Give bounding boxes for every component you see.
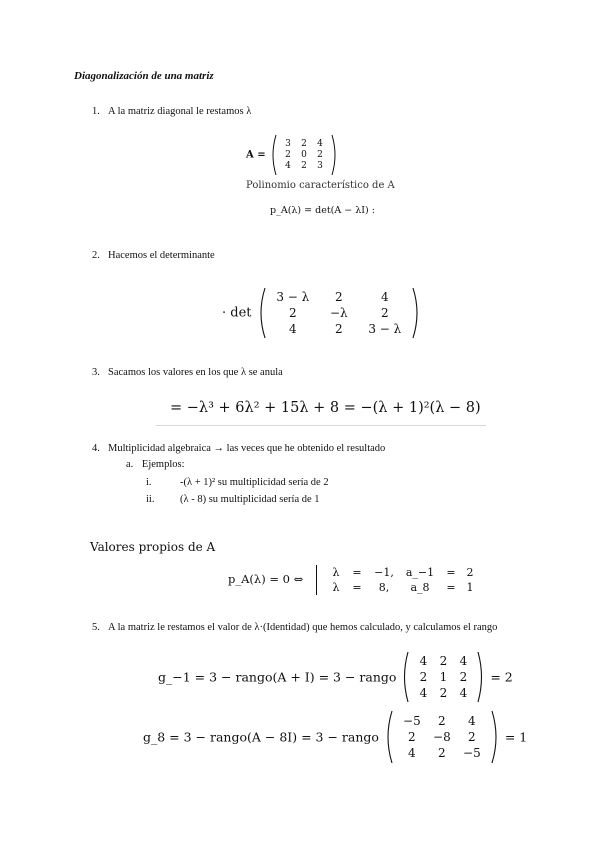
step-number: 3. [92,367,100,378]
eigen-cell: = [352,581,362,594]
examples-label: a. [126,459,134,470]
matrix-cell: 2 [439,686,448,700]
eigen-table [326,565,478,595]
example-text: -(λ + 1)² su multiplicidad sería de 2 [180,477,329,488]
matrix-cell: 3 − λ [276,290,310,304]
matrix-cell: 4 [380,290,389,304]
matrix-cell: 4 [288,322,297,336]
rank-matrix-1 [413,653,473,701]
matrix-cell: −8 [433,730,451,744]
matrix-cell: 2 [380,306,389,320]
matrix-cell: 2 [438,746,446,760]
eigen-cell: = [352,566,362,579]
step-text: A la matriz diagonal le restamos λ [108,106,252,117]
step-text: Sacamos los valores en los que λ se anula [108,367,283,378]
example-item [146,494,320,505]
rank-result: = 2 [490,669,513,685]
step-text: Hacemos el determinante [108,250,215,261]
matrix-cell: 2 [301,139,307,149]
eigen-cell: 1 [466,581,474,594]
eigen-cell: λ [332,581,340,594]
rank-lhs: g_8 = 3 − rango(A − 8I) = 3 − rango [143,729,379,745]
example-item [146,477,329,488]
matrix-cell: 3 − λ [368,322,402,336]
matrix-a [280,139,328,171]
right-paren-icon [331,134,339,176]
matrix-cell: 2 [439,654,448,668]
poly-label: Polinomio característico de A [246,180,395,191]
page-title: Diagonalización de una matriz [74,70,214,82]
eigen-cell: a_8 [410,581,430,594]
matrix-cell: −λ [329,306,348,320]
step-text: A la matriz le restamos el valor de λ·(Identidad) que hemos calculado, y calculamos el rango [108,622,498,633]
matrix-cell: 2 [459,670,468,684]
eigen-cell: 8, [378,581,390,594]
eigen-cell: = [446,581,456,594]
matrix-cell: −5 [403,714,421,728]
matrix-cell: 2 [288,306,297,320]
right-paren-icon [491,710,501,764]
step-text: Multiplicidad algebraica → las veces que he obtenido el resultado [108,443,386,454]
matrix-cell: 2 [438,714,446,728]
eigen-cell: a_−1 [405,566,435,579]
rank-equation-1 [158,651,513,703]
rank-equation-2 [143,710,527,764]
poly-definition: p_A(λ) = det(A − λI) : [270,205,375,216]
divider [156,425,486,426]
examples-title: Ejemplos: [141,459,185,470]
step-number: 2. [92,250,100,261]
example-text: (λ - 8) su multiplicidad sería de 1 [180,494,320,505]
step-number: 4. [92,443,100,454]
eigen-cell: = [446,566,456,579]
matrix-a-label: A = [246,149,266,161]
matrix-a-equation [246,134,339,176]
examples-heading [126,459,185,470]
det-matrix [270,289,408,337]
matrix-cell: 1 [439,670,448,684]
det-prefix: · det [222,305,252,321]
rank-result: = 1 [504,729,528,745]
eigen-lhs: p_A(λ) = 0 ⇔ [228,572,304,586]
right-paren-icon [412,287,422,339]
left-paren-icon [383,710,393,764]
example-number: i. [146,477,152,488]
determinant-equation [222,287,422,339]
matrix-cell: 2 [317,150,323,160]
matrix-cell: 2 [408,730,416,744]
polynomial-result: = −λ³ + 6λ² + 15λ + 8 = −(λ + 1)²(λ − 8) [170,400,481,416]
step-number: 5. [92,622,100,633]
left-paren-icon [400,651,409,703]
left-paren-icon [269,134,277,176]
matrix-cell: 4 [468,714,476,728]
matrix-cell: 4 [459,686,468,700]
matrix-cell: −5 [463,746,481,760]
matrix-cell: 4 [408,746,416,760]
matrix-cell: 4 [285,161,291,171]
matrix-cell: 0 [301,150,307,160]
matrix-cell: 3 [317,161,323,171]
left-paren-icon [256,287,266,339]
matrix-cell: 2 [301,161,307,171]
matrix-cell: 2 [334,322,343,336]
rank-matrix-2 [397,713,487,761]
matrix-cell: 2 [334,290,343,304]
matrix-cell: 2 [419,670,428,684]
vertical-bar [316,565,317,595]
matrix-cell: 2 [468,730,476,744]
rank-lhs: g_−1 = 3 − rango(A + I) = 3 − rango [158,669,397,685]
matrix-cell: 4 [459,654,468,668]
matrix-cell: 2 [285,150,291,160]
step-number: 1. [92,106,100,117]
matrix-cell: 4 [419,686,428,700]
eigen-title: Valores propios de A [90,540,216,554]
eigen-cell: 2 [466,566,474,579]
matrix-cell: 3 [285,139,291,149]
eigen-cell: λ [332,566,340,579]
eigen-cell: −1, [374,566,394,579]
matrix-cell: 4 [419,654,428,668]
matrix-cell: 4 [317,139,323,149]
example-number: ii. [146,494,155,505]
right-paren-icon [477,651,486,703]
